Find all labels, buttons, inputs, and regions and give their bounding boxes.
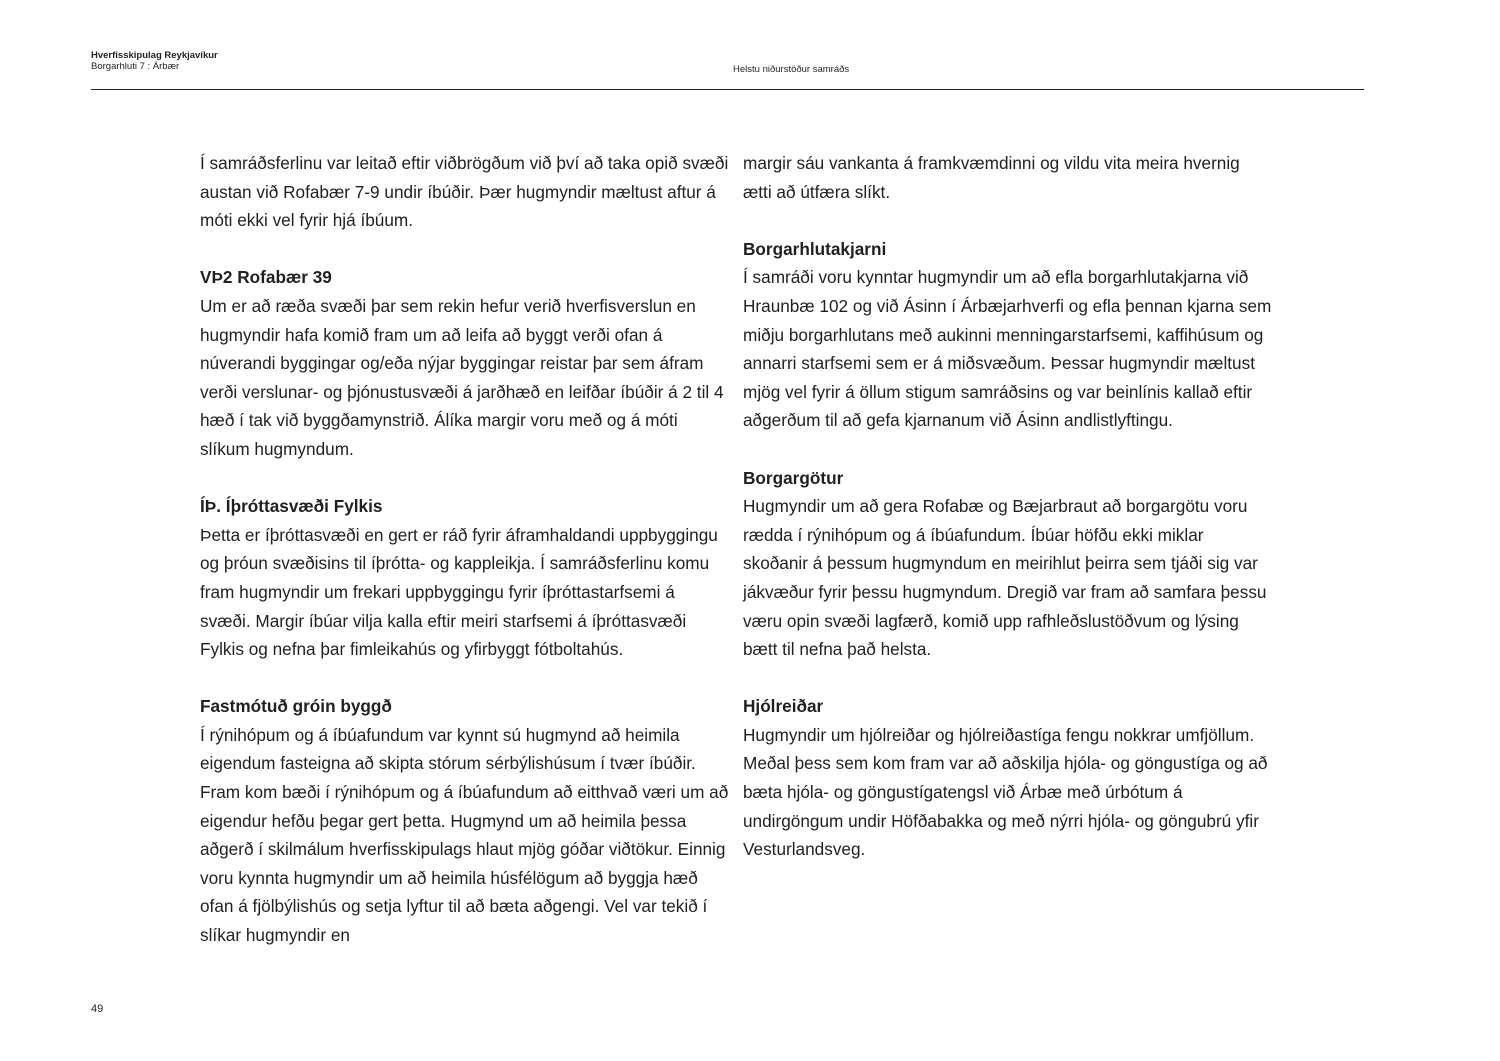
section-body: Í samráði voru kynntar hugmyndir um að efla borgarhlutakjarna við Hraunbæ 102 og við Ásinn í Árbæjarhverfi og efla þennan kjarna sem miðju borgarhlutans með aukinni menningarstarfsemi, kaffihúsum og annarri starfsemi sem er á miðsvæðum. Þessar hugmyndir mæltust mjög vel fyrir á öllum stigum samráðsins og var beinlínis kallað eftir aðgerðum til að gefa kjarnanum við Ásinn andlistlyftingu.	[743, 267, 1272, 431]
section-fastmotud-groin-byggd	[200, 692, 730, 949]
running-header-section-title: Helstu niðurstöður samráðs	[733, 64, 850, 75]
section-heading: Borgargötur	[743, 467, 844, 488]
left-column	[200, 149, 730, 950]
section-borgargotur	[743, 464, 1273, 664]
document-subtitle: Borgarhluti 7 : Árbær	[91, 61, 180, 72]
right-intro-paragraph: margir sáu vankanta á framkvæmdinni og vildu vita meira hvernig ætti að útfæra slíkt.	[743, 153, 1240, 202]
section-body: Í rýnihópum og á íbúafundum var kynnt sú hugmynd að heimila eigendum fasteigna að skipta stórum sérbýlishúsum í tvær íbúðir. Fram kom bæði í rýnihópum og á íbúafundum að eitthvað væri um að eigendur hefðu þegar gert þetta. Hugmynd um að heimila þessa aðgerð í skilmálum hverfisskipulags hlaut mjög góðar viðtökur. Einnig voru kynnta hugmyndir um að heimila húsfélögum að byggja hæð ofan á fjölbýlishús og setja lyftur til að bæta aðgengi. Vel var tekið í slíkar hugmyndir en	[200, 724, 729, 946]
left-intro-paragraph: Í samráðsferlinu var leitað eftir viðbrögðum við því að taka opið svæði austan við Rofabær 7-9 undir íbúðir. Þær hugmyndir mæltust aftur á móti ekki vel fyrir hjá íbúum.	[200, 153, 729, 231]
running-header-left	[91, 50, 218, 72]
section-heading: Hjólreiðar	[743, 696, 824, 717]
section-body: Um er að ræða svæði þar sem rekin hefur verið hverfisverslun en hugmyndir hafa komið fram um að leifa að byggt verði ofan á núverandi byggingar og/eða nýjar byggingar reistar þar sem áfram verði verslunar- og þjónustusvæði á jarðhæð en leifðar íbúðir á 2 til 4 hæð í tak við byggðamynstrið. Álíka margir voru með og á móti slíkum hugmyndum.	[200, 295, 724, 459]
section-vth2-rofabaer-39	[200, 263, 730, 463]
section-body: Hugmyndir um að gera Rofabæ og Bæjarbraut að borgargötu voru rædda í rýnihópum og á íbúafundum. Íbúar höfðu ekki miklar skoðanir á þessum hugmyndum en meirihlut þeirra sem tjáði sig var jákvæður fyrir þessu hugmyndum. Dregið var fram að samfara þessu væru opin svæði lagfærð, komið upp rafhleðslustöðvum og lýsing bætt til nefna það helsta.	[743, 496, 1267, 660]
section-body: Hugmyndir um hjólreiðar og hjólreiðastíga fengu nokkrar umfjöllum. Meðal þess sem kom fram var að aðskilja hjóla- og göngustíga og að bæta hjóla- og göngustígatengsl við Árbæ með úrbótum á undirgöngum undir Höfðabakka og með nýrri hjóla- og göngubrú yfir Vesturlandsveg.	[743, 724, 1268, 860]
section-heading: Fastmótuð gróin byggð	[200, 696, 392, 717]
right-column	[743, 149, 1273, 864]
section-heading: VÞ2 Rofabær 39	[200, 267, 332, 288]
section-hjolreidar	[743, 692, 1273, 864]
section-heading: Borgarhlutakjarni	[743, 238, 887, 259]
document-title: Hverfisskipulag Reykjavíkur	[91, 50, 218, 61]
page-number: 49	[91, 1003, 104, 1015]
section-heading: ÍÞ. Íþróttasvæði Fylkis	[200, 496, 383, 517]
header-divider	[91, 89, 1364, 90]
section-borgarhlutakjarni	[743, 235, 1273, 435]
section-ithrottasvaedi-fylkis	[200, 492, 730, 664]
section-body: Þetta er íþróttasvæði en gert er ráð fyrir áframhaldandi uppbyggingu og þróun svæðisins til íþrótta- og kappleikja. Í samráðsferlinu komu fram hugmyndir um frekari uppbyggingu fyrir íþróttastarfsemi á svæði. Margir íbúar vilja kalla eftir meiri starfsemi á íþróttasvæði Fylkis og nefna þar fimleikahús og yfirbyggt fótboltahús.	[200, 524, 718, 660]
